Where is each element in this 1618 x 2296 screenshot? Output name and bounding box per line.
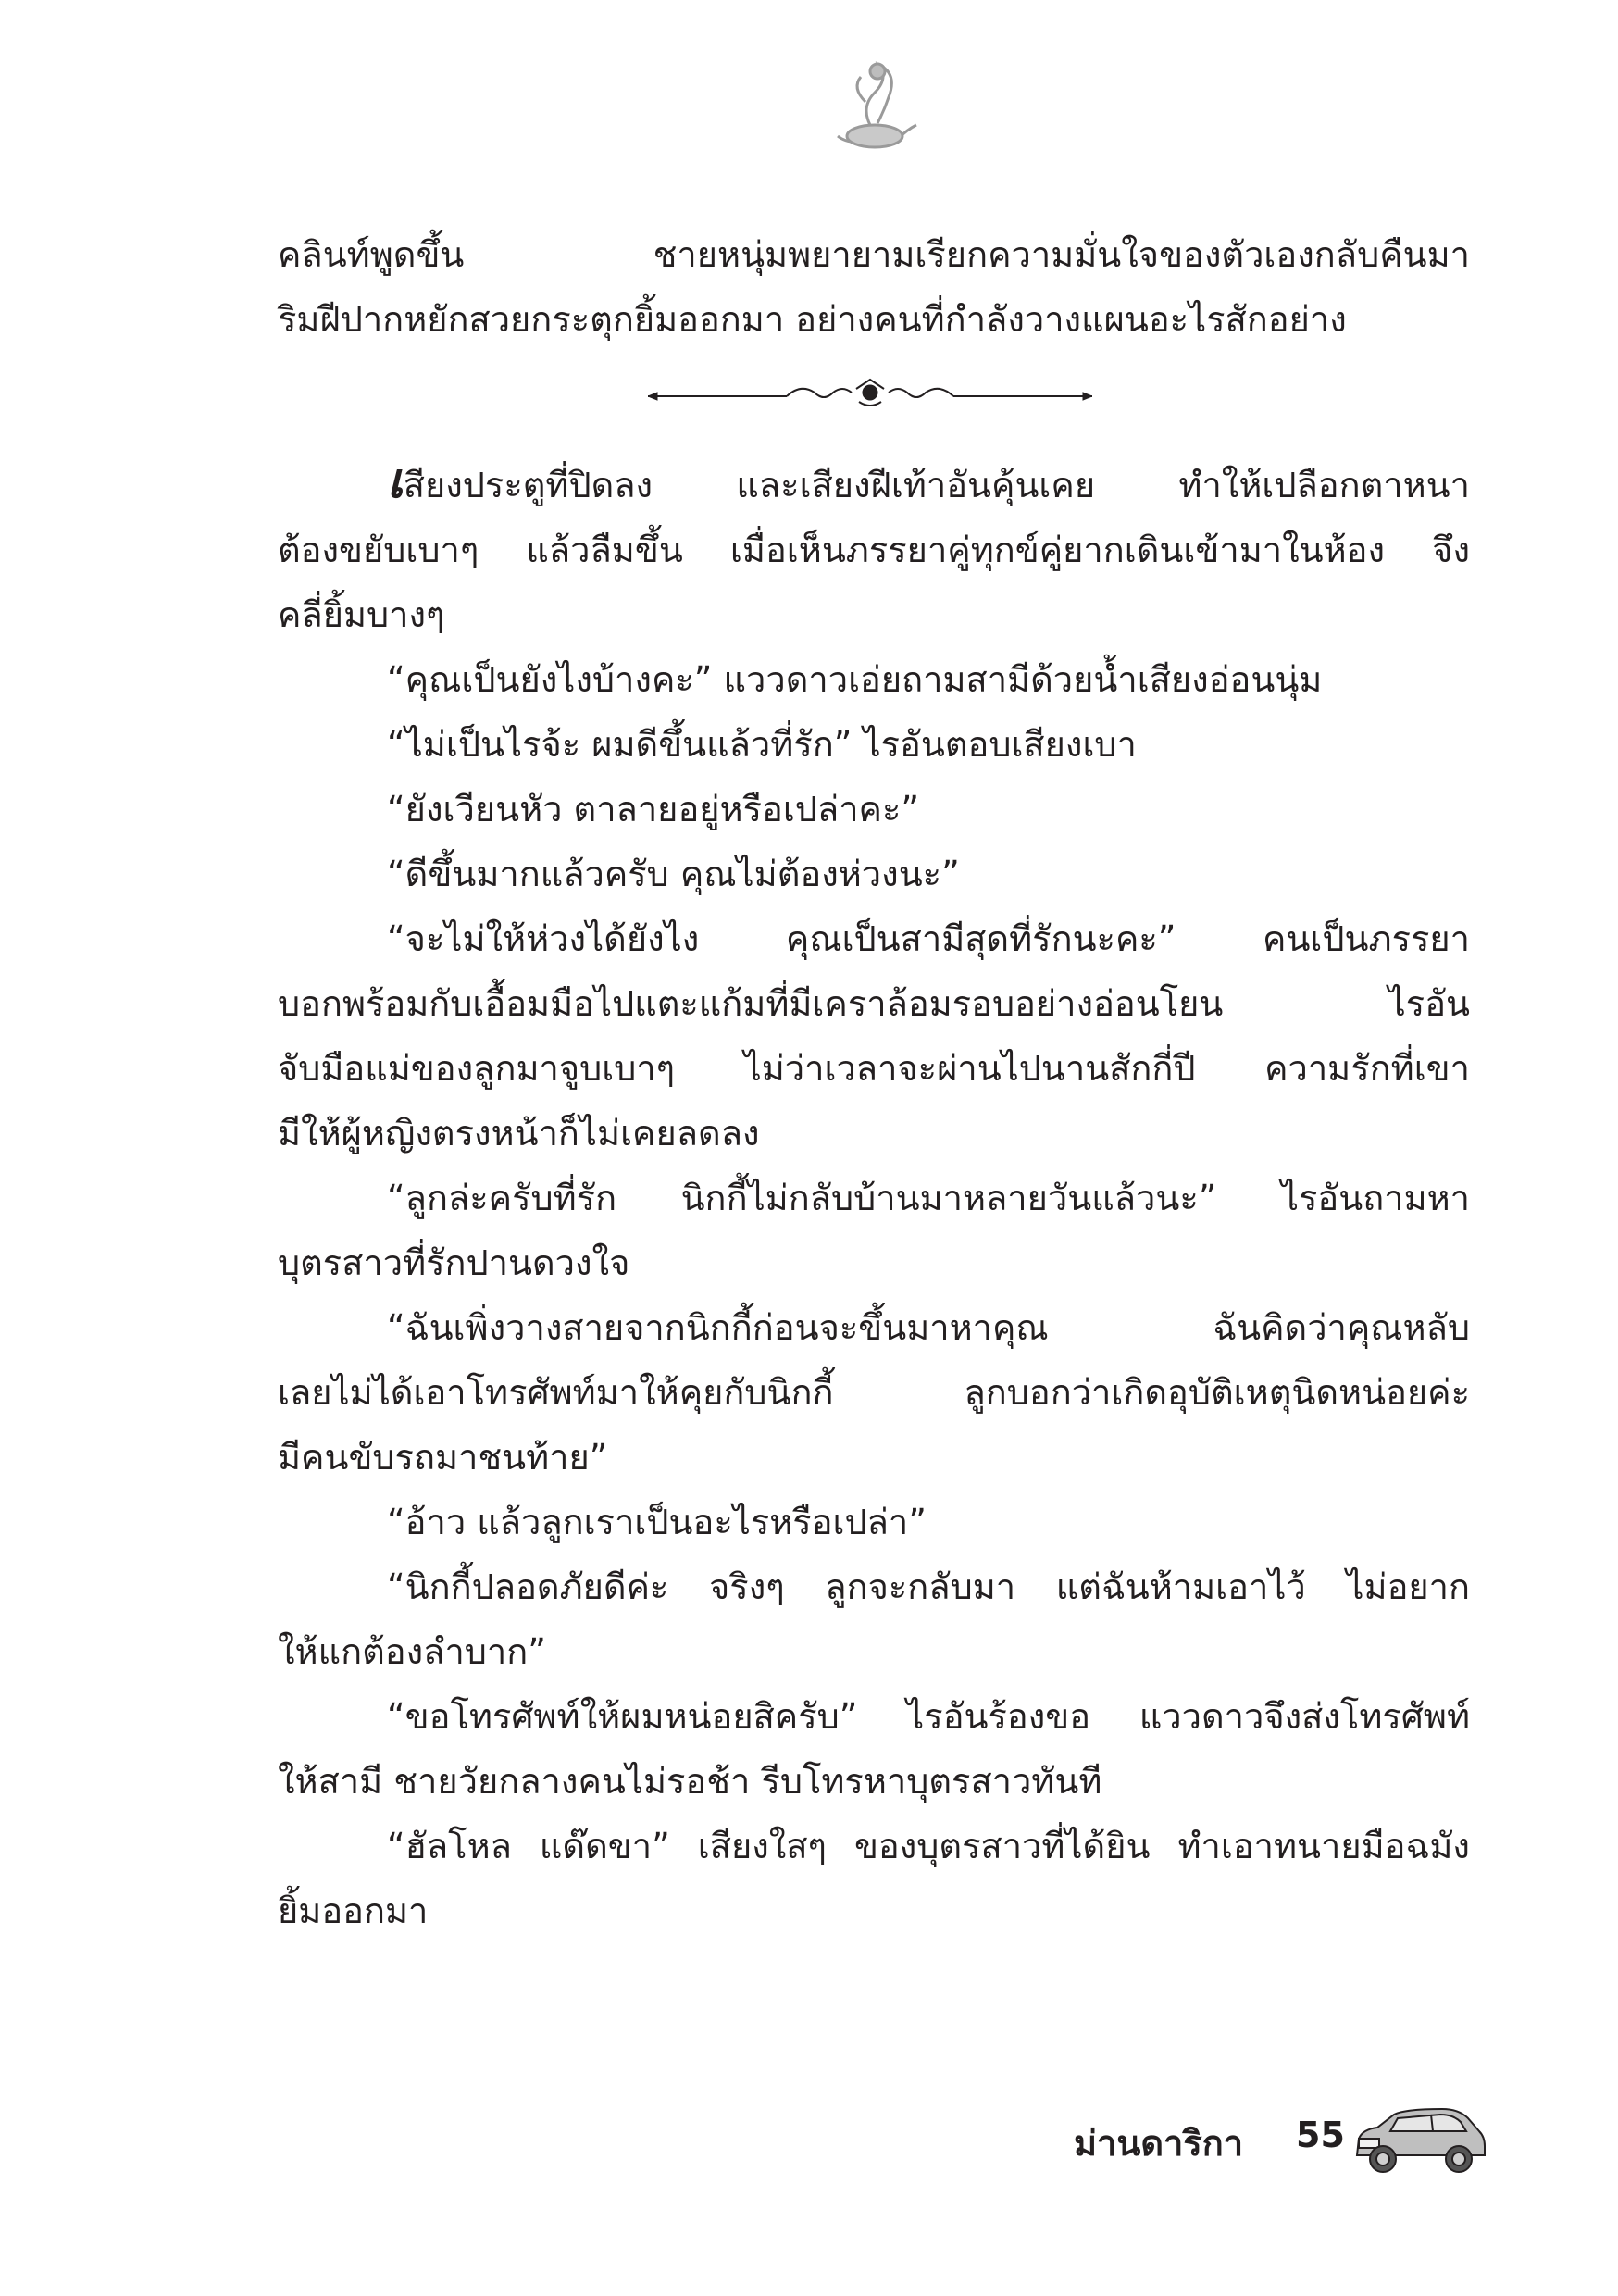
paragraph-line: บอกพร้อมกับเอื้อมมือไปแตะแก้มที่มีเคราล้อมรอบอย่างอ่อนโยน ไรอัน (278, 983, 1470, 1024)
genie-lamp-icon (796, 51, 944, 162)
page-footer (1055, 2102, 1500, 2185)
paragraph-line: “นิกกี้ปลอดภัยดีค่ะ จริงๆ ลูกจะกลับมา แต่ฉันห้ามเอาไว้ ไม่อยาก (387, 1566, 1470, 1607)
paragraph-line: ริมฝีปากหยักสวยกระตุกยิ้มออกมา อย่างคนที่กำลังวางแผนอะไรสักอย่าง (278, 299, 1347, 340)
paragraph-line: มีคนขับรถมาชนท้าย” (278, 1437, 608, 1478)
page-number: 55 (1296, 2115, 1345, 2155)
drop-cap: เ (387, 453, 404, 509)
section-2 (278, 449, 1470, 1943)
paragraph-line: “อ้าว แล้วลูกเราเป็นอะไรหรือเปล่า” (387, 1502, 927, 1542)
paragraph-line: “จะไม่ให้ห่วงได้ยังไง คุณเป็นสามีสุดที่รักนะคะ” คนเป็นภรรยา (387, 918, 1470, 959)
first-line-text: สียงประตูที่ปิดลง และเสียงฝีเท้าอันคุ้นเคย ทำให้เปลือกตาหนา (403, 465, 1470, 505)
paragraph-line: “ฮัลโหล แด๊ดขา” เสียงใสๆ ของบุตรสาวที่ได้ยิน ทำเอาทนายมือฉมัง (387, 1826, 1470, 1866)
paragraph-line: บุตรสาวที่รักปานดวงใจ (278, 1242, 630, 1283)
paragraph-line: “ดีขึ้นมากแล้วครับ คุณไม่ต้องห่วงนะ” (387, 854, 960, 894)
paragraph-line: “ขอโทรศัพท์ให้ผมหน่อยสิครับ” ไรอันร้องขอ แววดาวจึงส่งโทรศัพท์ (387, 1696, 1470, 1737)
paragraph-first-line (278, 449, 1470, 518)
paragraph-line: ยิ้มออกมา (278, 1890, 429, 1931)
paragraph-line: “ลูกล่ะครับที่รัก นิกกี้ไม่กลับบ้านมาหลายวันแล้วนะ” ไรอันถามหา (387, 1178, 1470, 1218)
section-1 (278, 222, 1470, 352)
paragraph-line: “ยังเวียนหัว ตาลายอยู่หรือเปล่าคะ” (387, 789, 920, 830)
paragraph-line: คลี่ยิ้มบางๆ (278, 594, 445, 635)
paragraph-line: “ฉันเพิ่งวางสายจากนิกกี้ก่อนจะขึ้นมาหาคุณ ฉันคิดว่าคุณหลับ (387, 1307, 1470, 1348)
book-title: ม่านดาริกา (1074, 2123, 1244, 2164)
paragraph-line: คลินท์พูดขึ้น ชายหนุ่มพยายามเรียกความมั่นใจของตัวเองกลับคืนมา (278, 234, 1470, 275)
paragraph-line: ต้องขยับเบาๆ แล้วลืมขึ้น เมื่อเห็นภรรยาคู่ทุกข์คู่ยากเดินเข้ามาในห้อง จึง (278, 530, 1470, 570)
paragraph-line: ให้สามี ชายวัยกลางคนไม่รอช้า รีบโทรหาบุตรสาวทันที (278, 1761, 1102, 1802)
paragraph-line: “คุณเป็นยังไงบ้างคะ” แววดาวเอ่ยถามสามีด้วยน้ำเสียงอ่อนนุ่ม (387, 659, 1323, 700)
paragraph-line: “ไม่เป็นไรจ้ะ ผมดีขึ้นแล้วที่รัก” ไรอันตอบเสียงเบา (387, 724, 1137, 765)
paragraph-line: เลยไม่ได้เอาโทรศัพท์มาให้คุยกับนิกกี้ ลูกบอกว่าเกิดอุบัติเหตุนิดหน่อยค่ะ (278, 1372, 1470, 1413)
car-icon (1350, 2102, 1488, 2177)
paragraph-line: ให้แกต้องลำบาก” (278, 1631, 546, 1672)
paragraph-line: จับมือแม่ของลูกมาจูบเบาๆ ไม่ว่าเวลาจะผ่านไปนานสักกี่ปี ความรักที่เขา (278, 1048, 1470, 1089)
paragraph-line: มีให้ผู้หญิงตรงหน้าก็ไม่เคยลดลง (278, 1113, 760, 1154)
scroll-divider-icon (648, 370, 1092, 422)
